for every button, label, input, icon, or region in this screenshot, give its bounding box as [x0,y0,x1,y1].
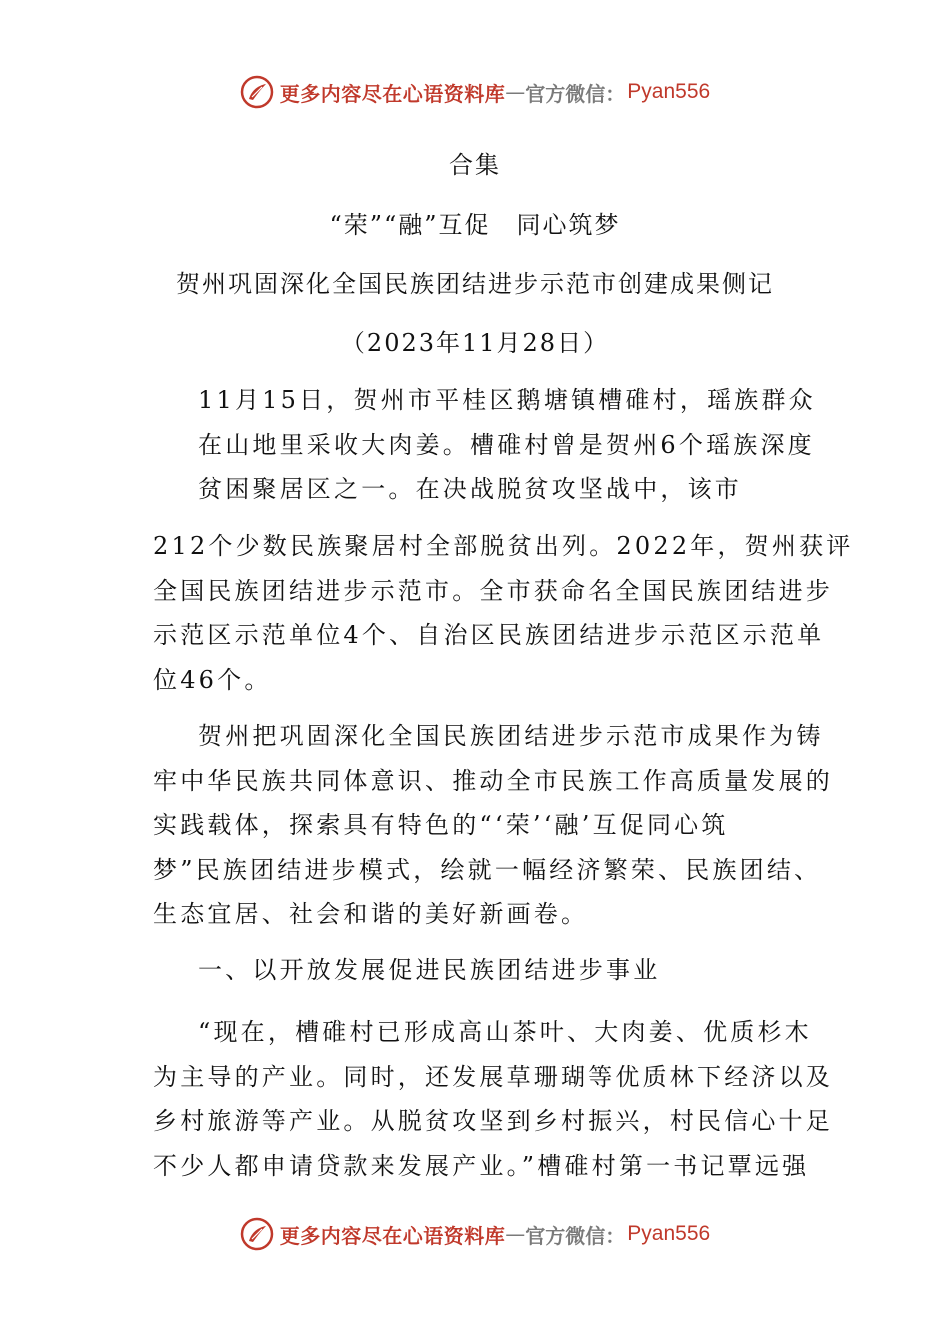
banner-dash: — [505,1222,526,1246]
paragraph-2 [153,524,854,702]
paragraph-line: “现在，槽碓村已形成高山茶叶、大肉姜、优质杉木 [198,1018,812,1046]
banner-text: 更多内容尽在心语资料库 [279,1223,506,1248]
paragraph-1 [198,378,816,512]
paragraph-line: 在山地里采收大肉姜。槽碓村曾是贺州6个瑶族深度 [198,430,815,459]
paragraph-line: 为主导的产业。同时，还发展草珊瑚等优质林下经济以及 [153,1062,833,1091]
paragraph-line: 乡村旅游等产业。从脱贫攻坚到乡村振兴，村民信心十足 [153,1107,833,1135]
banner-wechat-id: Pyan556 [627,1222,711,1245]
paragraph-line: 梦”民族团结进步模式，绘就一幅经济繁荣、民族团结、 [153,855,822,884]
logo-icon [240,1217,274,1251]
footer-watermark-banner [0,1212,950,1256]
section-heading-1: 一、以开放发展促进民族团结进步事业 [198,956,661,984]
paragraph-line: 不少人都申请贷款来发展产业。”槽碓村第一书记覃远强 [153,1151,810,1180]
paragraph-line: 贫困聚居区之一。在决战脱贫攻坚战中，该市 [198,475,742,503]
paragraph-line: 生态宜居、社会和谐的美好新画卷。 [153,900,589,928]
paragraph-line: 全国民族团结进步示范市。全市获命名全国民族团结进步 [153,576,833,605]
paragraph-line: 牢中华民族共同体意识、推动全市民族工作高质量发展的 [153,766,833,795]
document-subtitle: 贺州巩固深化全国民族团结进步示范市创建成果侧记 [176,270,774,298]
document-title: “荣”“融”互促 同心筑梦 [329,211,621,239]
header-watermark-banner [0,70,950,114]
paragraph-line: 位46个。 [153,665,272,694]
banner-text: 更多内容尽在心语资料库 [279,81,506,106]
paragraph-line: 实践载体，探索具有特色的“‘荣’‘融’互促同心筑 [153,811,729,839]
collection-label: 合集 [449,151,501,179]
paragraph-line: 贺州把巩固深化全国民族团结进步示范市成果作为铸 [198,722,824,750]
paragraph-line: 示范区示范单位4个、自治区民族团结进步示范区示范单 [153,621,825,649]
banner-wechat-label: 官方微信： [525,1223,626,1248]
document-date: （2023年11月28日） [340,329,610,357]
paragraph-line: 11月15日，贺州市平桂区鹅塘镇槽碓村，瑶族群众 [198,386,816,414]
banner-wechat-id: Pyan556 [627,80,711,103]
banner-dash: — [505,80,526,104]
banner-wechat-label: 官方微信： [525,81,626,106]
paragraph-4 [153,1010,833,1188]
paragraph-line: 212个少数民族聚居村全部脱贫出列。2022年，贺州获评 [153,532,854,560]
logo-icon [240,75,274,109]
paragraph-3 [153,714,833,937]
